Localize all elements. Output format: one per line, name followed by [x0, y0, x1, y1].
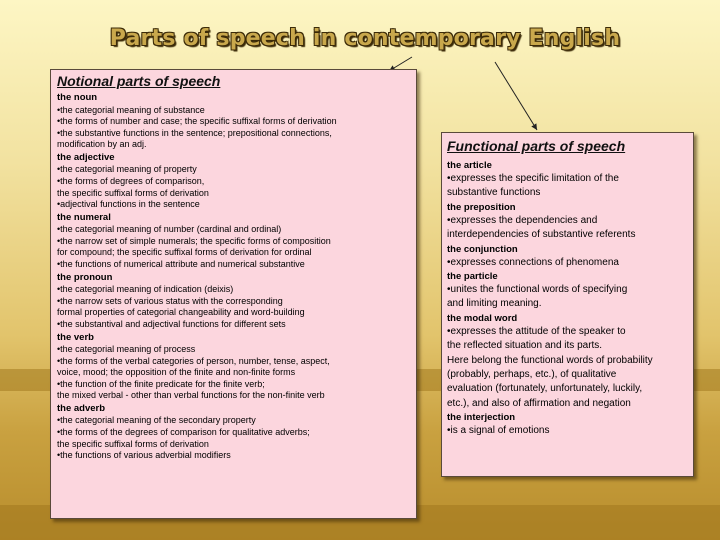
section-line: modification by an adj. — [57, 139, 147, 150]
section-line: •expresses the dependencies and — [447, 214, 598, 226]
section-line: for compound; the specific suffixal forms of derivation for ordinal — [57, 247, 312, 258]
section-heading: the modal word — [447, 312, 518, 324]
section-line: interdependencies of substantive referents — [447, 229, 636, 241]
section-heading: the noun — [57, 92, 98, 103]
section-line: •the categorial meaning of process — [57, 344, 196, 354]
section-line: •the substantive functions in the sentence; prepositional connections, — [57, 127, 332, 138]
section-line: the specific suffixal forms of derivation — [57, 438, 209, 449]
section-heading: the article — [447, 160, 492, 171]
section-line: •the narrow set of simple numerals; the specific forms of composition — [57, 235, 331, 246]
functional-parts-box — [441, 132, 694, 477]
section-heading: the adjective — [57, 151, 115, 163]
section-line: •the function of the finite predicate for the finite verb; — [57, 378, 265, 389]
section-line: etc.), and also of affirmation and negation — [447, 397, 631, 409]
functional-title: Functional parts of speech — [447, 138, 626, 154]
section-line: •the narrow sets of various status with the corresponding — [57, 295, 283, 306]
section-heading: the conjunction — [447, 243, 518, 255]
section-heading: the adverb — [57, 402, 106, 414]
section-line: •expresses the specific limitation of the — [447, 173, 619, 184]
section-line: the mixed verbal - other than verbal functions for the non-finite verb — [57, 390, 325, 401]
section-line: the specific suffixal forms of derivation — [57, 187, 209, 198]
slide-title: Parts of speech in contemporary English — [109, 26, 621, 51]
section-line: •adjectival functions in the sentence — [57, 199, 200, 210]
section-heading: the preposition — [447, 201, 516, 213]
section-heading: the pronoun — [57, 271, 113, 283]
section-heading: the interjection — [447, 412, 516, 424]
section-line: •the categorial meaning of number (cardinal and ordinal) — [57, 224, 282, 235]
section-line: substantive functions — [447, 187, 541, 199]
section-line: •the categorial meaning of property — [57, 164, 197, 175]
section-heading: the verb — [57, 331, 94, 343]
section-line: •the functions of numerical attribute and numerical substantive — [57, 259, 305, 270]
section-line: and limiting meaning. — [447, 298, 542, 310]
notional-parts-box — [50, 69, 417, 519]
section-line: •the functions of various adverbial modifiers — [57, 450, 231, 461]
section-line: •the categorial meaning of substance — [57, 104, 205, 115]
section-line: •the categorial meaning of indication (deixis) — [57, 284, 234, 295]
section-line: formal properties of categorial changeability and word-building — [57, 307, 305, 318]
section-line: •the forms of the degrees of comparison for qualitative adverbs; — [57, 427, 310, 438]
section-line: •is a signal of emotions — [447, 425, 550, 437]
section-line: evaluation (fortunately, unfortunately, luckily, — [447, 383, 643, 395]
section-line: voice, mood; the opposition of the finite and non-finite forms — [57, 367, 296, 378]
notional-title: Notional parts of speech — [57, 73, 221, 89]
section-line: •the forms of the verbal categories of person, number, tense, aspect, — [57, 355, 330, 366]
section-line: Here belong the functional words of probability — [447, 354, 653, 366]
notional-sections — [57, 92, 410, 462]
arrow-to-functional — [495, 62, 537, 130]
section-line: •expresses the attitude of the speaker to — [447, 325, 626, 337]
section-heading: the particle — [447, 271, 498, 283]
section-line: •expresses connections of phenomena — [447, 256, 619, 268]
section-line: the reflected situation and its parts. — [447, 340, 603, 352]
section-line: •unites the functional words of specifying — [447, 284, 628, 296]
functional-sections — [447, 159, 688, 439]
section-line: •the forms of degrees of comparison, — [57, 175, 205, 186]
section-line: •the substantival and adjectival functions for different sets — [57, 318, 286, 329]
section-line: (probably, perhaps, etc.), of qualitative — [447, 369, 617, 381]
section-line: •the categorial meaning of the secondary property — [57, 415, 256, 426]
section-heading: the numeral — [57, 211, 111, 223]
section-line: •the forms of number and case; the specific suffixal forms of derivation — [57, 116, 337, 127]
